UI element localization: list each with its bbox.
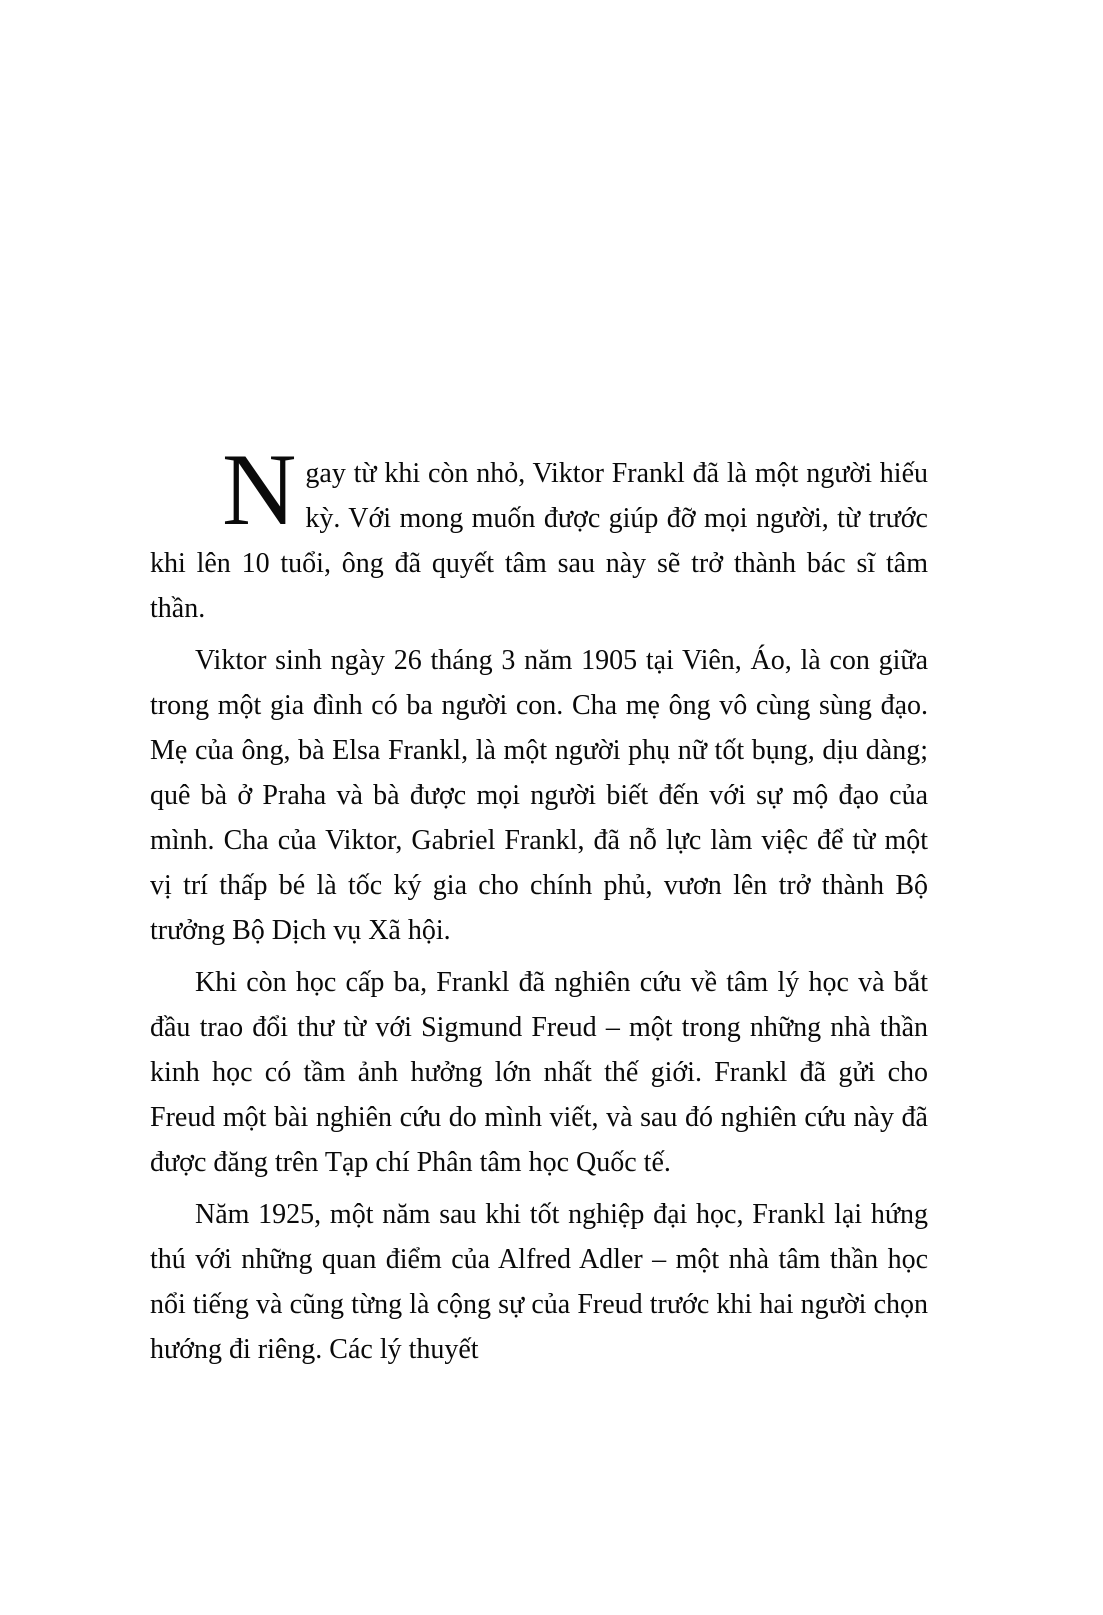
paragraph-opening <box>150 433 928 631</box>
paragraph-freud-correspondence: Khi còn học cấp ba, Frankl đã nghiên cứu về tâm lý học và bắt đầu trao đổi thư từ với Sigmund Freud – một trong những nhà thần kinh học có tầm ảnh hưởng lớn nhất thế giới. Frankl đã gửi cho Freud một bài nghiên cứu do mình viết, và sau đó nghiên cứu này đã được đăng trên Tạp chí Phân tâm học Quốc tế. <box>150 967 928 1178</box>
paragraph-opening-text: gay từ khi còn nhỏ, Viktor Frankl đã là một người hiếu kỳ. Với mong muốn được giúp đỡ mọi người, từ trước khi lên 10 tuổi, ông đã quyết tâm sau này sẽ trở thành bác sĩ tâm thần. <box>150 458 928 624</box>
paragraph-adler-interest: Năm 1925, một năm sau khi tốt nghiệp đại học, Frankl lại hứng thú với những quan điểm của Alfred Adler – một nhà tâm thần học nổi tiếng và cũng từng là cộng sự của Freud trước khi hai người chọn hướng đi riêng. Các lý thuyết <box>150 1199 928 1365</box>
text-block <box>150 433 928 1372</box>
drop-cap: N <box>222 433 297 547</box>
paragraph-viktor-birth: Viktor sinh ngày 26 tháng 3 năm 1905 tại Viên, Áo, là con giữa trong một gia đình có ba người con. Cha mẹ ông vô cùng sùng đạo. Mẹ của ông, bà Elsa Frankl, là một người phụ nữ tốt bụng, dịu dàng; quê bà ở Praha và bà được mọi người biết đến với sự mộ đạo của mình. Cha của Viktor, Gabriel Frankl, đã nỗ lực làm việc để từ một vị trí thấp bé là tốc ký gia cho chính phủ, vươn lên trở thành Bộ trưởng Bộ Dịch vụ Xã hội. <box>150 645 928 946</box>
